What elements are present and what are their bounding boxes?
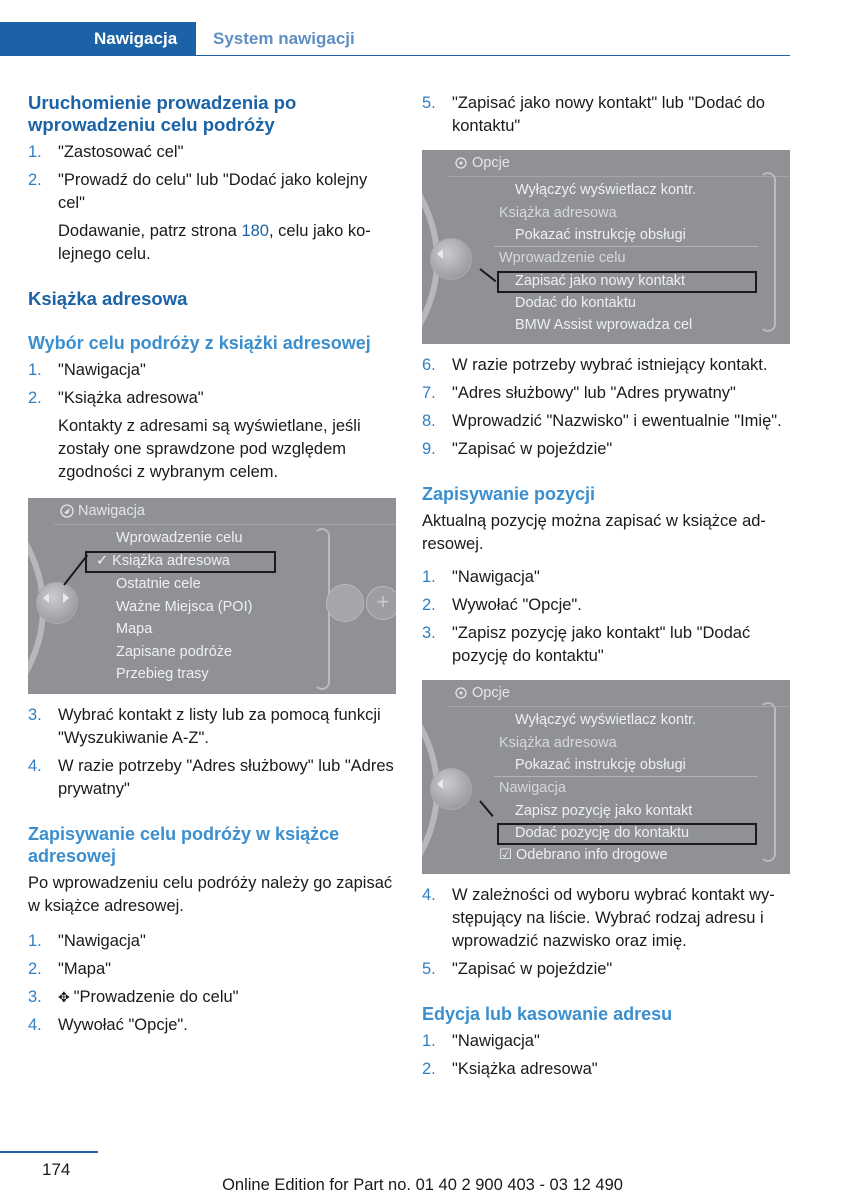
list-item: 1. "Nawigacja"	[422, 568, 540, 586]
map-button-icon[interactable]	[326, 584, 364, 622]
zoom-plus-icon[interactable]: +	[366, 586, 396, 620]
list-item: 1. "Nawigacja"	[422, 1032, 540, 1050]
menu-item-checkbox[interactable]: ☑ Odebrano info drogowe	[499, 847, 668, 863]
menu-item[interactable]: Przebieg trasy	[116, 666, 209, 682]
list-item: 2. "Mapa"	[28, 960, 111, 978]
screen-title-bar	[28, 498, 396, 524]
section-title: Nawigacja	[94, 29, 178, 48]
heading-save-destination: Zapisywanie celu podróży w książce adresowej	[28, 824, 340, 866]
menu-item[interactable]: Zapisane podróże	[116, 644, 233, 660]
list-item: 3. Wybrać kontakt z listy lub za pomocą funkcji "Wyszukiwanie A-Z".	[28, 706, 381, 747]
menu-category: Książka adresowa	[499, 735, 617, 751]
menu-item[interactable]: Ważne Miejsca (POI)	[116, 599, 253, 615]
menu-item[interactable]: Wyłączyć wyświetlacz kontr.	[515, 182, 697, 198]
menu-item-selected[interactable]: Zapisać jako nowy kontakt	[515, 273, 686, 289]
menu-item[interactable]: Mapa	[116, 621, 153, 637]
list-item: 3. ✥ "Prowadzenie do celu"	[28, 988, 239, 1006]
heading-start-guidance: Uruchomienie prowadzenia po wprowadzeniu celu podróży	[28, 92, 297, 135]
heading-address-book: Książka adresowa	[28, 288, 188, 309]
heading-select-destination: Wybór celu podróży z książki adresowej	[28, 333, 371, 353]
navigation-icon	[60, 504, 74, 518]
controller-knob-icon	[430, 768, 472, 810]
menu-item[interactable]: Pokazać instrukcję obsługi	[515, 227, 686, 243]
menu-item-selected[interactable]: Dodać pozycję do kontaktu	[515, 825, 690, 841]
heading-edit-delete: Edycja lub kasowanie adresu	[422, 1004, 673, 1024]
list-item: 4. W razie potrzeby "Adres służbowy" lub "Adres prywatny"	[28, 757, 394, 798]
right-column	[422, 90, 792, 1081]
screen-title: Opcje	[472, 685, 510, 701]
page-link[interactable]: 180	[241, 222, 269, 240]
list-item: 2. "Książka adresowa"	[422, 1060, 598, 1078]
list-item: 4. W zależności od wyboru wybrać kontakt występujący na liście. Wybrać rodzaj adresu i wprowadzić nazwisko oraz imię.	[422, 886, 775, 950]
menu-item-selected[interactable]: ✓ Książka adresowa	[96, 553, 230, 569]
list-item: 1. "Nawigacja"	[28, 932, 146, 950]
list-item: 6. W razie potrzeby wybrać istniejący kontakt.	[422, 356, 768, 374]
scroll-arc	[760, 172, 776, 332]
list-item: 2. "Prowadź do celu" lub "Dodać jako kolejny cel"	[28, 171, 368, 212]
options-menu-screenshot	[422, 150, 790, 344]
screen-title-bar	[422, 150, 790, 176]
list-item: 3. "Zapisz pozycję jako kontakt" lub "Dodać pozycję do kontaktu"	[422, 624, 751, 665]
menu-category: Wprowadzenie celu	[499, 250, 626, 266]
menu-item[interactable]: BMW Assist wprowadza cel	[515, 317, 693, 333]
options-icon	[454, 156, 468, 170]
options-icon	[454, 686, 468, 700]
step-note: Dodawanie, patrz strona 180, celu jako kolejnego celu.	[58, 222, 371, 263]
section-tab	[0, 22, 196, 56]
left-column	[28, 90, 396, 1037]
list-item: 2. "Książka adresowa"	[28, 389, 204, 407]
paragraph: Aktualną pozycję można zapisać w książce adresowej.	[422, 512, 766, 553]
list-item: 9. "Zapisać w pojeździe"	[422, 440, 613, 458]
list-item: 2. Wywołać "Opcje".	[422, 596, 582, 614]
menu-category: Książka adresowa	[499, 205, 617, 221]
list-item: 1. "Zastosować cel"	[28, 143, 184, 161]
edition-note: Online Edition for Part no. 01 40 2 900 403 - 03 12 490	[222, 1176, 623, 1194]
menu-item[interactable]: Wyłączyć wyświetlacz kontr.	[515, 712, 697, 728]
list-item: 1. "Nawigacja"	[28, 361, 146, 379]
list-item: 7. "Adres służbowy" lub "Adres prywatny"	[422, 384, 736, 402]
heading-save-position: Zapisywanie pozycji	[422, 484, 596, 504]
menu-item[interactable]: Dodać do kontaktu	[515, 295, 636, 311]
guidance-flag-icon: ✥	[58, 989, 74, 1005]
menu-item[interactable]: Pokazać instrukcję obsługi	[515, 757, 686, 773]
subsection-title: System nawigacji	[213, 29, 355, 48]
header-rule	[196, 55, 790, 56]
list-item: 5. "Zapisać jako nowy kontakt" lub "Dodać do kontaktu"	[422, 94, 765, 135]
list-item: 4. Wywołać "Opcje".	[28, 1016, 188, 1034]
scroll-arc	[760, 702, 776, 862]
menu-category: Nawigacja	[499, 780, 566, 796]
list-item: 8. Wprowadzić "Nazwisko" i ewentualnie "Imię".	[422, 412, 782, 430]
options-menu-screenshot-position	[422, 680, 790, 874]
menu-item[interactable]: Wprowadzenie celu	[116, 530, 243, 546]
menu-item[interactable]: Zapisz pozycję jako kontakt	[515, 803, 693, 819]
footer-rule	[0, 1151, 98, 1153]
screen-title: Nawigacja	[78, 503, 145, 519]
paragraph: Po wprowadzeniu celu podróży należy go zapisać w książce adresowej.	[28, 874, 393, 915]
navigation-menu-screenshot	[28, 498, 396, 694]
screen-title: Opcje	[472, 155, 510, 171]
controller-knob-icon	[430, 238, 472, 280]
menu-item[interactable]: Ostatnie cele	[116, 576, 201, 592]
page-number: 174	[42, 1160, 71, 1179]
screen-title-bar	[422, 680, 790, 706]
step-note: Kontakty z adresami są wyświetlane, jeśli zostały one sprawdzone pod względem zgodności z wybranym celem.	[58, 417, 361, 481]
list-item: 5. "Zapisać w pojeździe"	[422, 960, 613, 978]
controller-knob-icon	[36, 582, 78, 624]
